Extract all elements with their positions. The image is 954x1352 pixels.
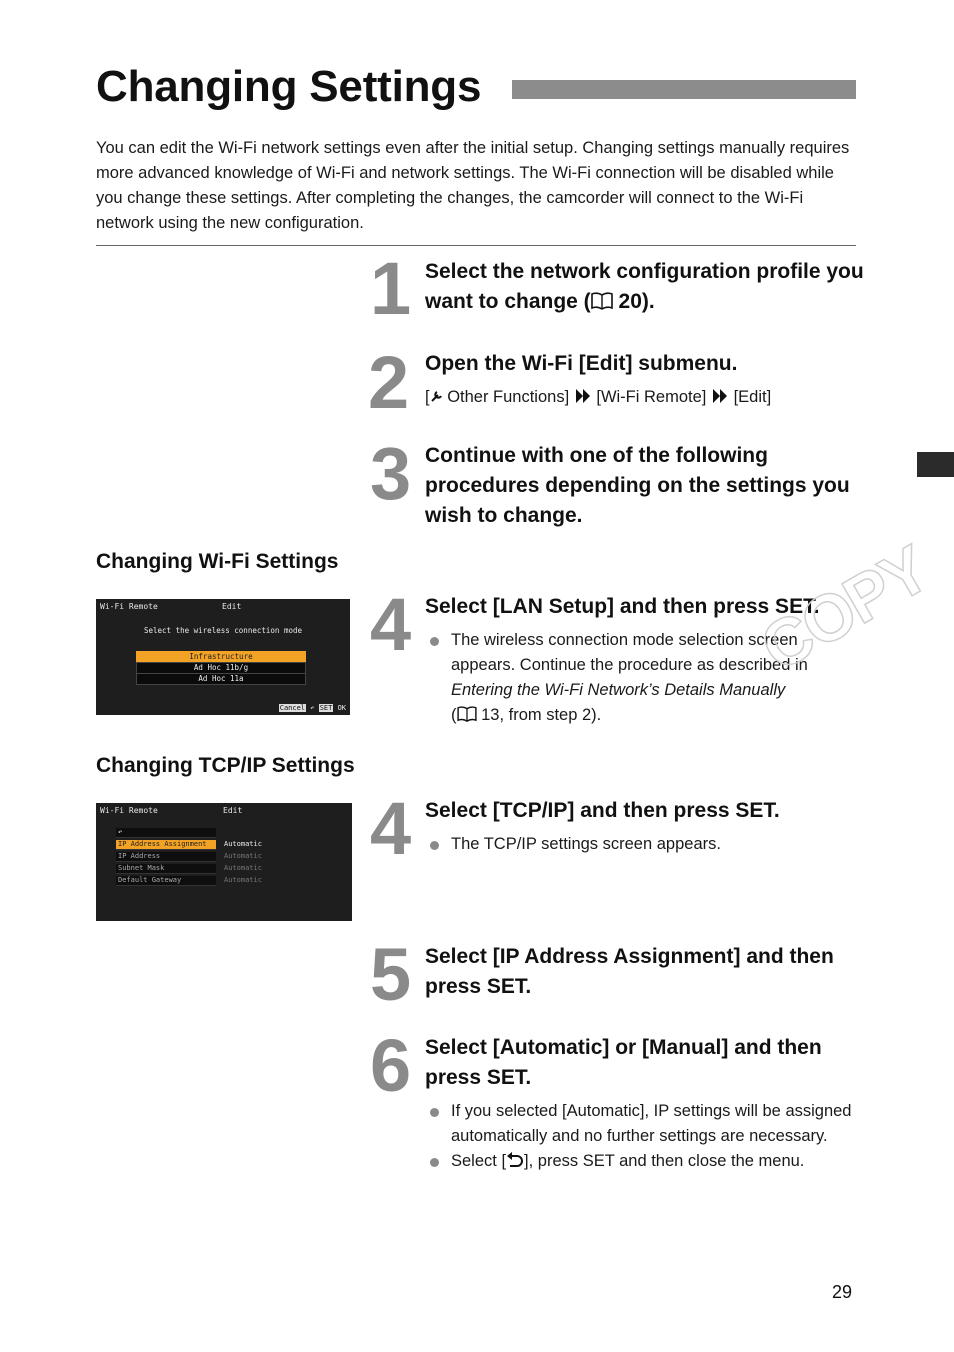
row-ip-address: IP Address: [116, 852, 216, 862]
value-ip-assignment: Automatic: [224, 840, 262, 848]
step-number-6: 6: [370, 1024, 410, 1107]
screen-footer: [279, 704, 346, 712]
step-4a-title: Select [LAN Setup] and then press SET.: [425, 595, 820, 618]
step-number-1: 1: [370, 247, 410, 330]
row-subnet-mask: Subnet Mask: [116, 864, 216, 874]
wifi-mode-screen: [96, 599, 350, 715]
page-number: 29: [832, 1282, 853, 1302]
copy-watermark: COPY: [748, 531, 941, 685]
step-number-3: 3: [370, 432, 410, 515]
chevron-right-icon: [574, 388, 592, 404]
title-bar-decoration: [512, 80, 856, 99]
intro-paragraph: You can edit the Wi-Fi network settings even after the initial setup. Changing settings manually requires more advanced knowledge of Wi-Fi and network settings. The Wi-Fi connection will be disabled while you change these settings. After completing the changes, the camcorder will connect to the Wi-Fi network using the new configuration.: [96, 139, 850, 232]
reference-title: Entering the Wi-Fi Network’s Details Manually: [451, 681, 786, 699]
bullet-text-end: ], press SET and then close the menu.: [524, 1152, 805, 1170]
step-3-title: Continue with one of the following procedures depending on the settings you wish to change.: [425, 444, 850, 527]
step-1-text: Select the network configuration profile you want to change (: [425, 260, 864, 313]
step-1-title: [425, 257, 865, 317]
option-infrastructure: Infrastructure: [136, 651, 306, 663]
step-1-page-ref: 20: [618, 290, 642, 313]
step-number-4a: 4: [370, 583, 410, 666]
book-icon: [457, 706, 477, 722]
step-6-bullets: [428, 1099, 858, 1174]
wifi-section-heading: Changing Wi-Fi Settings: [96, 550, 339, 573]
step-1-text-end: ).: [641, 290, 655, 313]
return-icon: ↶: [310, 704, 315, 712]
menu-path: [425, 385, 771, 409]
tcpip-screen: [96, 803, 352, 921]
screen-right-title: Edit: [223, 806, 243, 815]
screen-left-title: Wi-Fi Remote: [100, 602, 158, 611]
row-ip-assignment: IP Address Assignment: [116, 840, 216, 850]
bullet-text: Select [: [451, 1152, 507, 1170]
ok-label: OK: [337, 704, 346, 712]
step-5-title: Select [IP Address Assignment] and then press SET.: [425, 945, 834, 998]
chapter-tab: [917, 452, 954, 477]
step-4b-bullet: The TCP/IP settings screen appears.: [428, 832, 858, 857]
menu-path-other-functions: Other Functions]: [447, 388, 570, 406]
tcp-section-heading: Changing TCP/IP Settings: [96, 754, 355, 777]
row-default-gateway: Default Gateway: [116, 876, 216, 886]
option-adhoc-11a: Ad Hoc 11a: [136, 673, 306, 685]
step-2-title: Open the Wi-Fi [Edit] submenu.: [425, 352, 738, 375]
step-4b-title: Select [TCP/IP] and then press SET.: [425, 799, 780, 822]
return-icon: [506, 1152, 524, 1168]
wrench-icon: [430, 390, 443, 403]
step-4a-bullet: The wireless connection mode selection screen appears. Continue the procedure as described in Entering the Wi-Fi Network’s Details Manually ( 13, from step 2).: [428, 628, 858, 728]
value-subnet-mask: Automatic: [224, 864, 262, 872]
divider: [96, 245, 856, 246]
step-6-title: Select [Automatic] or [Manual] and then press SET.: [425, 1036, 822, 1089]
value-default-gateway: Automatic: [224, 876, 262, 884]
bullet-text: The wireless connection mode selection screen appears. Continue the procedure as described in: [451, 631, 808, 674]
option-adhoc-11bg: Ad Hoc 11b/g: [136, 662, 306, 674]
step-number-5: 5: [370, 933, 410, 1016]
cancel-label: Cancel: [279, 704, 306, 712]
page-title: Changing Settings: [96, 62, 482, 111]
reference-page: 13, from step 2).: [481, 706, 602, 724]
book-icon: [591, 292, 613, 310]
menu-path-wifi-remote: [Wi-Fi Remote]: [596, 388, 707, 406]
menu-path-open: [: [425, 388, 430, 406]
screen-right-title: Edit: [222, 602, 242, 611]
chevron-right-icon: [711, 388, 729, 404]
set-label: SET: [319, 704, 333, 712]
screen-left-title: Wi-Fi Remote: [100, 806, 158, 815]
step-number-2: 2: [368, 341, 408, 424]
menu-path-edit: [Edit]: [733, 388, 772, 406]
step-4b-bullets: [428, 832, 858, 857]
step-6-bullet-2: [428, 1149, 858, 1174]
value-ip-address: Automatic: [224, 852, 262, 860]
screen-prompt: Select the wireless connection mode: [143, 626, 303, 635]
step-6-bullet-1: If you selected [Automatic], IP settings will be assigned automatically and no further settings are necessary.: [428, 1099, 858, 1149]
return-icon: ↶: [118, 828, 123, 836]
step-number-4b: 4: [370, 787, 410, 870]
back-row: [116, 828, 216, 838]
